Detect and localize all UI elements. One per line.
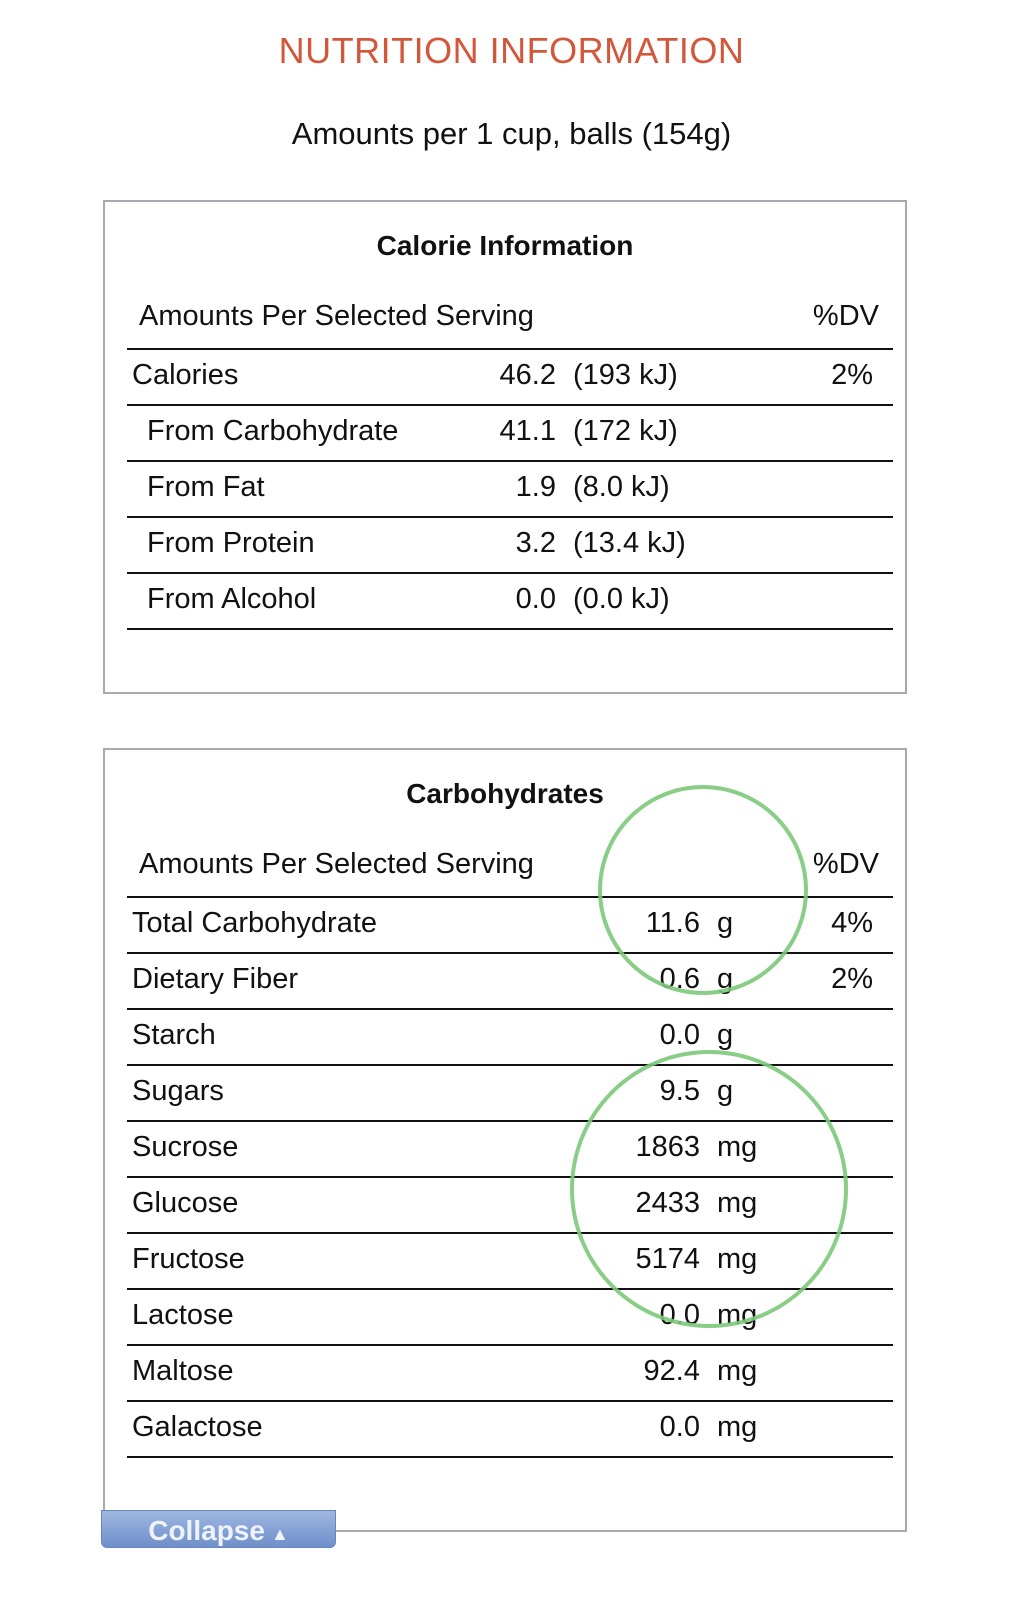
header-label: Amounts Per Selected Serving: [139, 300, 534, 332]
row-dv: 4%: [831, 907, 873, 939]
table-row: [127, 1010, 893, 1066]
row-value: 5174: [635, 1243, 700, 1275]
row-value: 0.0: [515, 583, 556, 615]
calorie-rows: [127, 350, 893, 630]
collapse-button[interactable]: [101, 1510, 336, 1548]
row-value: 1.9: [515, 471, 556, 503]
row-name: Glucose: [132, 1187, 239, 1219]
row-unit: g: [717, 907, 734, 939]
header-label: Amounts Per Selected Serving: [139, 848, 534, 880]
row-value: 0.6: [659, 963, 700, 995]
row-value: 92.4: [643, 1355, 700, 1387]
row-name: Dietary Fiber: [132, 963, 298, 995]
table-row: [127, 1346, 893, 1402]
row-name: Sugars: [132, 1075, 224, 1107]
row-name: From Carbohydrate: [147, 415, 399, 447]
row-unit: g: [717, 1075, 734, 1107]
table-header: [127, 298, 893, 350]
row-unit: mg: [717, 1243, 758, 1275]
row-kj: (193 kJ): [573, 359, 678, 391]
row-value: 11.6: [645, 907, 700, 939]
table-row: [127, 462, 893, 518]
header-dv: %DV: [812, 300, 879, 332]
row-value: 0.0: [659, 1299, 700, 1331]
row-name: Fructose: [132, 1243, 245, 1275]
header-dv: %DV: [812, 848, 879, 880]
row-name: From Alcohol: [147, 583, 317, 615]
row-value: 41.1: [499, 415, 556, 447]
row-name: From Protein: [147, 527, 315, 559]
row-value: 3.2: [515, 527, 556, 559]
row-unit: mg: [717, 1355, 758, 1387]
row-name: Maltose: [132, 1355, 234, 1387]
calorie-information-panel: [103, 200, 907, 694]
annotation-circle-fiber: [598, 785, 808, 995]
row-unit: g: [717, 963, 734, 995]
row-value: 1863: [635, 1131, 700, 1163]
panel-title: Calorie Information: [376, 230, 634, 261]
row-name: Calories: [132, 359, 239, 391]
row-kj: (0.0 kJ): [573, 583, 670, 615]
row-value: 46.2: [499, 359, 556, 391]
row-unit: mg: [717, 1187, 758, 1219]
table-row: [127, 406, 893, 462]
row-value: 0.0: [659, 1019, 700, 1051]
row-name: Sucrose: [132, 1131, 239, 1163]
row-name: Galactose: [132, 1411, 263, 1443]
row-unit: mg: [717, 1411, 758, 1443]
table-row: [127, 518, 893, 574]
annotation-circle-sugars: [570, 1050, 848, 1328]
row-kj: (8.0 kJ): [573, 471, 670, 503]
row-dv: 2%: [831, 359, 873, 391]
row-kj: (13.4 kJ): [573, 527, 686, 559]
row-unit: mg: [717, 1131, 758, 1163]
table-row: [127, 1402, 893, 1458]
row-name: Lactose: [132, 1299, 234, 1331]
row-name: From Fat: [147, 471, 265, 503]
row-name: Starch: [132, 1019, 216, 1051]
serving-size: Amounts per 1 cup, balls (154g): [291, 116, 732, 151]
row-value: 0.0: [659, 1411, 700, 1443]
row-name: Total Carbohydrate: [132, 907, 378, 939]
row-unit: g: [717, 1019, 734, 1051]
row-kj: (172 kJ): [573, 415, 678, 447]
row-dv: 2%: [831, 963, 873, 995]
row-value: 2433: [635, 1187, 700, 1219]
page-title: NUTRITION INFORMATION: [278, 30, 745, 71]
panel-title: Carbohydrates: [406, 778, 604, 809]
table-row: [127, 350, 893, 406]
table-row: [127, 574, 893, 630]
collapse-label: Collapse: [148, 1515, 265, 1546]
triangle-up-icon: ▲: [270, 1524, 289, 1544]
row-value: 9.5: [659, 1075, 700, 1107]
row-unit: mg: [717, 1299, 758, 1331]
